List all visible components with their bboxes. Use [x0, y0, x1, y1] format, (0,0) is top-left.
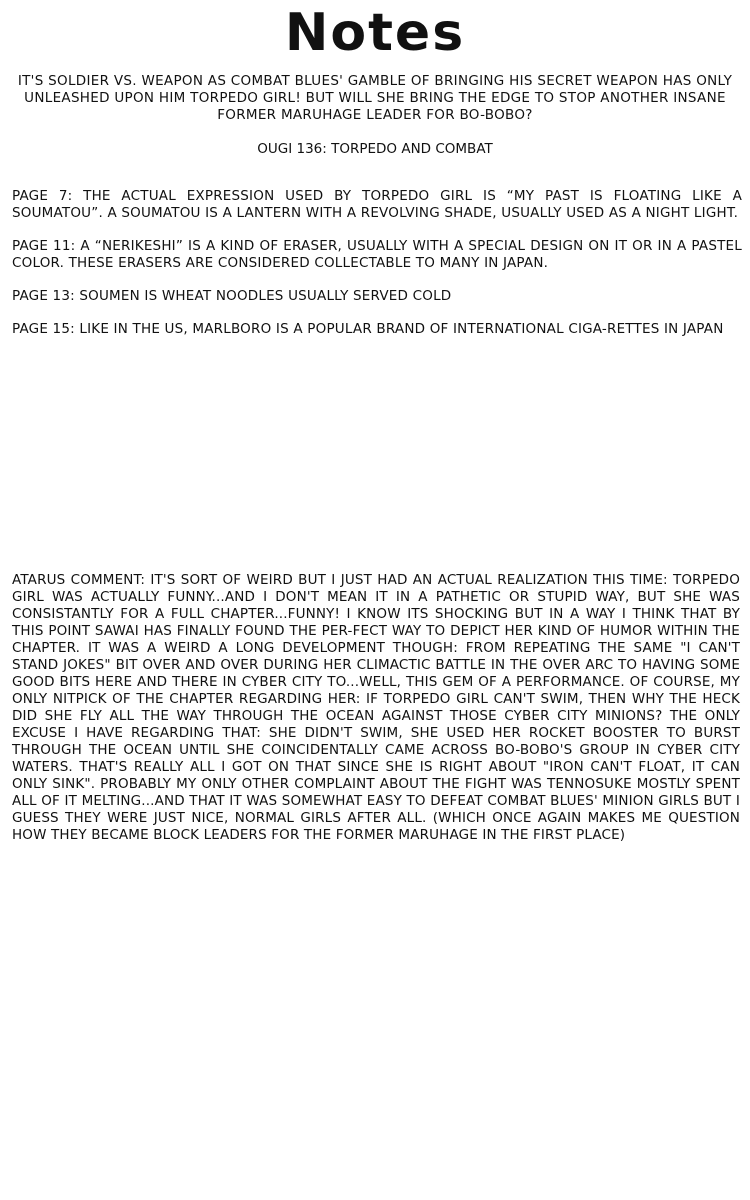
- page-title: Notes: [284, 3, 466, 63]
- note-page-15: PAGE 15: LIKE IN THE US, MARLBORO IS A POPULAR BRAND OF INTERNATIONAL CIGA-RETTES IN JAPAN: [12, 321, 724, 337]
- chapter-summary: IT'S SOLDIER VS. WEAPON AS COMBAT BLUES' GAMBLE OF BRINGING HIS SECRET WEAPON HAS ONLY UNLEASHED UPON HIM TORPEDO GIRL! BUT WILL SHE BRING THE EDGE TO STOP ANOTHER INSANE FORMER MARUHAGE LEADER FOR BO-BOBO?: [17, 73, 733, 123]
- chapter-heading: OUGI 136: TORPEDO AND COMBAT: [257, 141, 493, 157]
- note-page-7: PAGE 7: THE ACTUAL EXPRESSION USED BY TORPEDO GIRL IS “MY PAST IS FLOATING LIKE A SOUMATOU”. A SOUMATOU IS A LANTERN WITH A REVOLVING SHADE, USUALLY USED AS A NIGHT LIGHT.: [12, 188, 742, 221]
- note-page-11: PAGE 11: A “NERIKESHI” IS A KIND OF ERASER, USUALLY WITH A SPECIAL DESIGN ON IT OR IN A PASTEL COLOR. THESE ERASERS ARE CONSIDERED COLLECTABLE TO MANY IN JAPAN.: [12, 238, 742, 271]
- translation-notes-list: [12, 188, 742, 354]
- note-page-13: PAGE 13: SOUMEN IS WHEAT NOODLES USUALLY SERVED COLD: [12, 288, 452, 304]
- translator-comment: ATARUS COMMENT: IT'S SORT OF WEIRD BUT I JUST HAD AN ACTUAL REALIZATION THIS TIME: TORPEDO GIRL WAS ACTUALLY FUNNY...AND I DON'T MEAN IT IN A PATHETIC OR STUPID WAY, BUT SHE WAS CONSISTANTLY FOR A FULL CHAPTER...FUNNY! I KNOW ITS SHOCKING BUT IN A WAY I THINK THAT BY THIS POINT SAWAI HAS FINALLY FOUND THE PER-FECT WAY TO DEPICT HER KIND OF HUMOR WITHIN THE CHAPTER. IT WAS A WEIRD A LONG DEVELOPMENT THOUGH: FROM REPEATING THE SAME "I CAN'T STAND JOKES" BIT OVER AND OVER DURING HER CLIMACTIC BATTLE IN THE OVER ARC TO HAVING SOME GOOD BITS HERE AND THERE IN CYBER CITY TO...WELL, THIS GEM OF A PERFORMANCE. OF COURSE, MY ONLY NITPICK OF THE CHAPTER REGARDING HER: IF TORPEDO GIRL CAN'T SWIM, THEN WHY THE HECK DID SHE FLY ALL THE WAY THROUGH THE OCEAN AGAINST THOSE CYBER CITY MINIONS? THE ONLY EXCUSE I HAVE REGARDING THAT: SHE DIDN'T SWIM, SHE USED HER ROCKET BOOSTER TO BURST THROUGH THE OCEAN UNTIL SHE COINCIDENTALLY CAME ACROSS BO-BOBO'S GROUP IN CYBER CITY WATERS. THAT'S REALLY ALL I GOT ON THAT SINCE SHE IS RIGHT ABOUT "IRON CAN'T FLOAT, IT CAN ONLY SINK". PROBABLY MY ONLY OTHER COMPLAINT ABOUT THE FIGHT WAS TENNOSUKE MOSTLY SPENT ALL OF IT MELTING...AND THAT IT WAS SOMEWHAT EASY TO DEFEAT COMBAT BLUES' MINION GIRLS BUT I GUESS THEY WERE JUST NICE, NORMAL GIRLS AFTER ALL. (WHICH ONCE AGAIN MAKES ME QUESTION HOW THEY BECAME BLOCK LEADERS FOR THE FORMER MARUHAGE IN THE FIRST PLACE): [12, 572, 740, 843]
